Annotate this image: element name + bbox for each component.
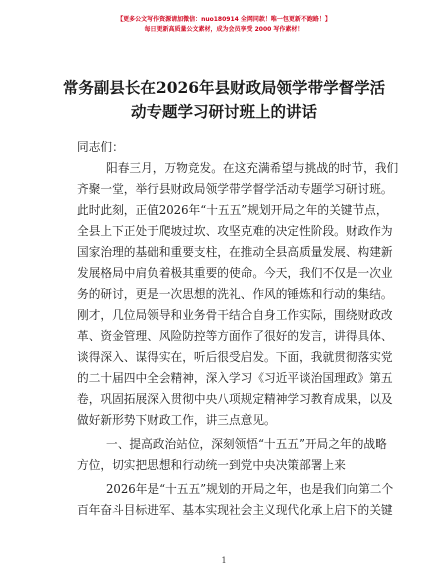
- body-line: 百年奋斗目标进军、基本实现社会主义现代化承上启下的关键: [77, 503, 393, 517]
- body-line: 全县上下正处于爬坡过坎、攻坚克难的决定性阶段。财政作为: [77, 224, 393, 238]
- page-number: 1: [221, 556, 227, 565]
- body-line: 此时此刻，正值2026年“十五五”规划开局之年的关键节点，: [77, 203, 388, 217]
- body-line: 2026年是“十五五”规划的开局之年，也是我们向第二个: [106, 482, 394, 496]
- body-line: 务的研讨，更是一次思想的洗礼、作风的锤炼和行动的集结。: [77, 287, 393, 301]
- document-title-line-2: 动专题学习研讨班上的讲话: [130, 102, 317, 121]
- promo-banner-line-2: 每日更新高质量公文素材，成为会员享受 2000 写作素材！: [144, 26, 304, 33]
- body-line: 卷，巩固拓展深入贯彻中央八项规定精神学习教育成果，以及: [77, 392, 393, 406]
- section-heading-line-2: 方位，切实把思想和行动统一到党中央决策部署上来: [77, 458, 346, 472]
- body-line: 做好新形势下财政工作，讲三点意见。: [77, 413, 276, 427]
- body-line: 发展格局中肩负着极其重要的使命。今天，我们不仅是一次业: [77, 266, 393, 280]
- promo-banner-line-1: 【更多公文写作资源请加微信：nuo180914 全网同款！唯一包更新不跑路！】: [117, 16, 331, 23]
- body-line: 谈得深入、谋得实在，听后很受启发。下面，我就贯彻落实党: [77, 350, 393, 364]
- document-title-line-1: 常务副县长在2026年县财政局领学带学督学活: [62, 78, 386, 97]
- body-line: 国家治理的基础和重要支柱，在推动全县高质量发展、构建新: [77, 245, 393, 259]
- body-line: 革、资金管理、风险防控等方面作了很好的发言，讲得具体、: [77, 329, 393, 343]
- salutation: 同志们：: [77, 140, 124, 154]
- body-line: 齐聚一堂，举行县财政局领学带学督学活动专题学习研讨班。: [77, 182, 393, 196]
- section-heading-line-1: 一、提高政治站位，深刻领悟“十五五”开局之年的战略: [106, 437, 387, 451]
- body-line: 的二十届四中全会精神，深入学习《习近平谈治国理政》第五: [77, 371, 393, 385]
- body-line: 阳春三月，万物竞发。在这充满希望与挑战的时节，我们: [106, 161, 399, 175]
- body-line: 刚才，几位局领导和业务骨干结合自身工作实际，围绕财政改: [77, 308, 393, 322]
